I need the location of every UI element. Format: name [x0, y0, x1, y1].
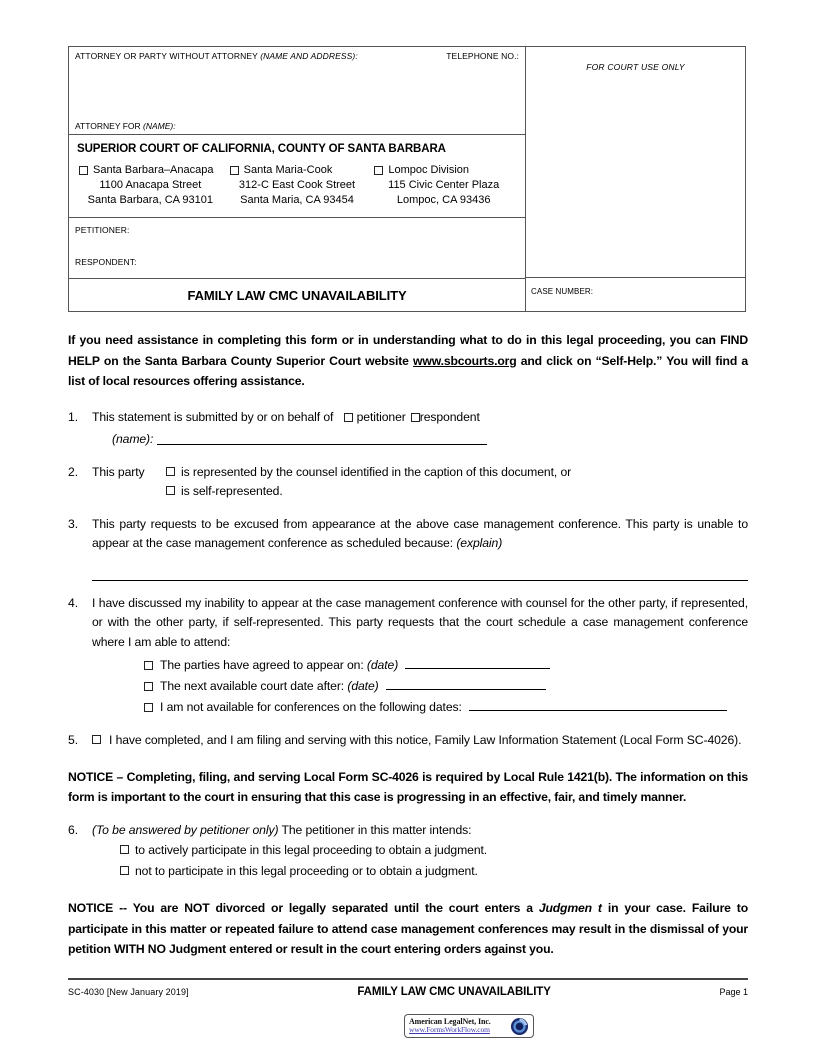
branch-street: 1100 Anacapa Street: [99, 179, 202, 191]
item-6-body: [92, 821, 748, 883]
footer-form-title: FAMILY LAW CMC UNAVAILABILITY: [357, 986, 551, 998]
case-number-box[interactable]: [526, 278, 745, 311]
case-number-label: CASE NUMBER:: [531, 287, 594, 296]
party-names-box[interactable]: [69, 218, 525, 278]
item-2: [68, 463, 748, 502]
item-4-date-label-b: (date): [347, 679, 379, 693]
item-1-number: 1.: [68, 409, 79, 424]
footer-form-number: SC-4030 [New January 2019]: [68, 987, 189, 997]
for-court-use-only-label: FOR COURT USE ONLY: [586, 62, 685, 72]
item-6-label-not-participate: not to participate in this legal proceeding or to obtain a judgment.: [135, 864, 478, 878]
item-1-name-label: (name):: [112, 432, 154, 446]
item-2-checkbox-represented[interactable]: [166, 467, 175, 476]
item-4-body: [92, 594, 748, 719]
item-4-checkbox-not-available[interactable]: [144, 703, 153, 712]
item-1-name-input-line[interactable]: [157, 432, 487, 445]
branch-citystatezip: Santa Barbara, CA 93101: [87, 194, 214, 206]
sbcourts-link[interactable]: www.sbcourts.org: [413, 353, 517, 368]
item-3-text: This party requests to be excused from appearance at the above case management conference. This party is unable to appear at the case management conference as scheduled because:: [92, 516, 748, 550]
notice-2-judgment-italic: Judgmen t: [538, 901, 602, 915]
item-1-name-row: [112, 430, 748, 450]
legalnet-orb-icon: [510, 1017, 529, 1036]
item-4-checkbox-agreed-date[interactable]: [144, 661, 153, 670]
footer-divider: [68, 978, 748, 980]
footer-page-number: Page 1: [719, 987, 748, 997]
attorney-box-header: [75, 51, 519, 61]
item-2-body: [92, 463, 748, 502]
item-2-label-self-represented: is self-represented.: [181, 484, 283, 498]
telephone-label: TELEPHONE NO.:: [446, 51, 519, 61]
item-4: [68, 594, 748, 719]
branch-street: 312-C East Cook Street: [238, 179, 356, 191]
notice-2-part2: in your case. Failure to participate in this matter or repeated failure to attend case management conferences may result in the dismissal of your petition WITH NO Judgment entered or result in the court entering orders against you.: [68, 901, 748, 956]
notice-1: NOTICE – Completing, filing, and serving Local Form SC-4026 is required by Local Rule 1421(b). The information on this form is important to the court in ensuring that this case is progressing in an effective, fair, and timely manner.: [68, 769, 748, 804]
branch-citystatezip: Santa Maria, CA 93454: [240, 194, 354, 206]
item-5-body: [92, 731, 748, 751]
item-5-text: I have completed, and I am filing and serving with this notice, Family Law Information Statement (Local Form SC-4026).: [109, 733, 742, 747]
item-1-text: This statement is submitted by or on behalf of: [92, 409, 334, 424]
item-1-label-respondent: respondent: [419, 409, 480, 424]
item-3-number: 3.: [68, 516, 79, 531]
branch-label: Santa Maria-Cook: [243, 164, 333, 176]
item-2-checkbox-self-represented[interactable]: [166, 486, 175, 495]
item-2-number: 2.: [68, 464, 79, 479]
item-1-options-row: [92, 408, 748, 428]
notice-2-part1: NOTICE -- You are NOT divorced or legally separated until the court enters a: [68, 901, 539, 915]
logo-text-block: [409, 1018, 508, 1034]
court-title: SUPERIOR COURT OF CALIFORNIA, COUNTY OF SANTA BARBARA: [77, 143, 446, 155]
item-2-label-represented: is represented by the counsel identified in the caption of this document, or: [181, 464, 572, 479]
item-5: [68, 731, 748, 751]
branch-list: [77, 163, 517, 208]
caption-left-column: [69, 47, 526, 311]
item-4-date-label-a: (date): [366, 658, 399, 672]
item-1-checkbox-respondent[interactable]: [411, 413, 420, 422]
item-5-row: [92, 731, 748, 751]
caption-right-column: [526, 47, 745, 311]
item-6-heading: [92, 821, 748, 841]
item-6-options: [120, 840, 748, 882]
notice-2: [68, 898, 748, 960]
item-6-option-b-row: [120, 861, 748, 882]
item-6-checkbox-participate[interactable]: [120, 845, 129, 854]
respondent-label: RESPONDENT:: [75, 257, 137, 267]
branch-name-row: [77, 163, 224, 178]
petitioner-label: PETITIONER:: [75, 225, 130, 235]
item-6-number: 6.: [68, 822, 79, 837]
item-1-label-petitioner: petitioner: [356, 409, 406, 424]
branch-lompoc-division: [370, 163, 517, 208]
branch-citystatezip: Lompoc, CA 93436: [396, 194, 491, 206]
item-1-body: [92, 408, 748, 450]
caption-table: [68, 46, 746, 312]
item-1-checkbox-petitioner[interactable]: [344, 413, 353, 422]
branch-checkbox-lompoc[interactable]: [374, 166, 383, 175]
attorney-for-italic: (NAME):: [143, 121, 176, 131]
item-4-option-b-row: [144, 676, 748, 697]
item-1: [68, 408, 748, 450]
item-6-label-participate: to actively participate in this legal proceeding to obtain a judgment.: [135, 843, 488, 857]
page-footer: [68, 986, 748, 998]
logo-website: www.FormsWorkFlow.com: [409, 1025, 490, 1035]
branch-santa-maria-cook: [224, 163, 371, 208]
american-legalnet-logo: [404, 1014, 534, 1038]
branch-label: Santa Barbara–Anacapa: [93, 164, 214, 176]
intro-text-part1: If you need assistance in completing this form or in understanding what to do in this legal proceeding, you can FIND HELP on the Santa Barbara County Superior Court website: [68, 333, 748, 368]
branch-name-row: [370, 163, 517, 178]
form-title: FAMILY LAW CMC UNAVAILABILITY: [187, 287, 407, 303]
item-6-option-a-row: [120, 840, 748, 861]
item-6: [68, 821, 748, 883]
item-6-checkbox-not-participate[interactable]: [120, 866, 129, 875]
item-4-label-not-available: I am not available for conferences on the following dates:: [160, 700, 462, 714]
item-4-option-a-row: [144, 655, 748, 676]
branch-name-row: [224, 163, 371, 178]
item-6-text: The petitioner in this matter intends:: [278, 822, 472, 837]
logo-company-name: American LegalNet, Inc.: [409, 1016, 491, 1026]
branch-checkbox-santa-maria[interactable]: [230, 166, 239, 175]
item-5-number: 5.: [68, 733, 79, 747]
item-4-label-agreed-date: The parties have agreed to appear on: (date): [160, 658, 399, 672]
item-4-option-c-row: [144, 697, 748, 718]
item-2-option-b-row: [166, 482, 748, 502]
item-3-explain-input-line[interactable]: [92, 566, 748, 581]
item-6-italic-lead: (To be answered by petitioner only): [92, 822, 279, 837]
form-title-box: [69, 278, 525, 311]
attorney-for-row: ATTORNEY FOR (NAME):: [75, 121, 176, 131]
item-5-checkbox-completed[interactable]: [92, 735, 101, 744]
item-4-input-line-a[interactable]: [405, 656, 550, 669]
item-4-label-next-available: The next available court date after: (date): [160, 679, 379, 693]
court-branch-box: [69, 135, 525, 218]
form-body: [68, 330, 748, 960]
item-3-explain-label: (explain): [456, 536, 503, 550]
intro-paragraph: [68, 330, 748, 392]
attorney-label-italic: (NAME AND ADDRESS):: [260, 51, 358, 61]
item-3: [68, 515, 748, 581]
item-2-text: This party: [92, 464, 145, 479]
for-court-use-only-box: [526, 47, 745, 278]
item-2-option-a-row: [92, 463, 748, 483]
branch-label: Lompoc Division: [388, 164, 470, 176]
item-4-input-line-b[interactable]: [386, 677, 546, 690]
item-4-checkbox-next-available[interactable]: [144, 682, 153, 691]
attorney-label: ATTORNEY OR PARTY WITHOUT ATTORNEY (NAME AND ADDRESS):: [75, 51, 358, 61]
item-4-input-line-c[interactable]: [469, 698, 727, 711]
item-4-number: 4.: [68, 595, 79, 610]
item-4-text: I have discussed my inability to appear at the case management conference with counsel for the other party, if represented, or with the other party, if self-represented. This party requests that the court schedule a case management conference where I am able to attend:: [92, 595, 748, 649]
branch-checkbox-santa-barbara[interactable]: [79, 166, 88, 175]
branch-santa-barbara-anacapa: [77, 163, 224, 208]
intro-text-part2: and click on “Self-Help.” You will find a list of local resources offering assistance.: [68, 353, 748, 388]
attorney-info-box[interactable]: [69, 47, 525, 135]
item-3-body: [92, 515, 748, 581]
branch-street: 115 Civic Center Plaza: [388, 179, 500, 191]
